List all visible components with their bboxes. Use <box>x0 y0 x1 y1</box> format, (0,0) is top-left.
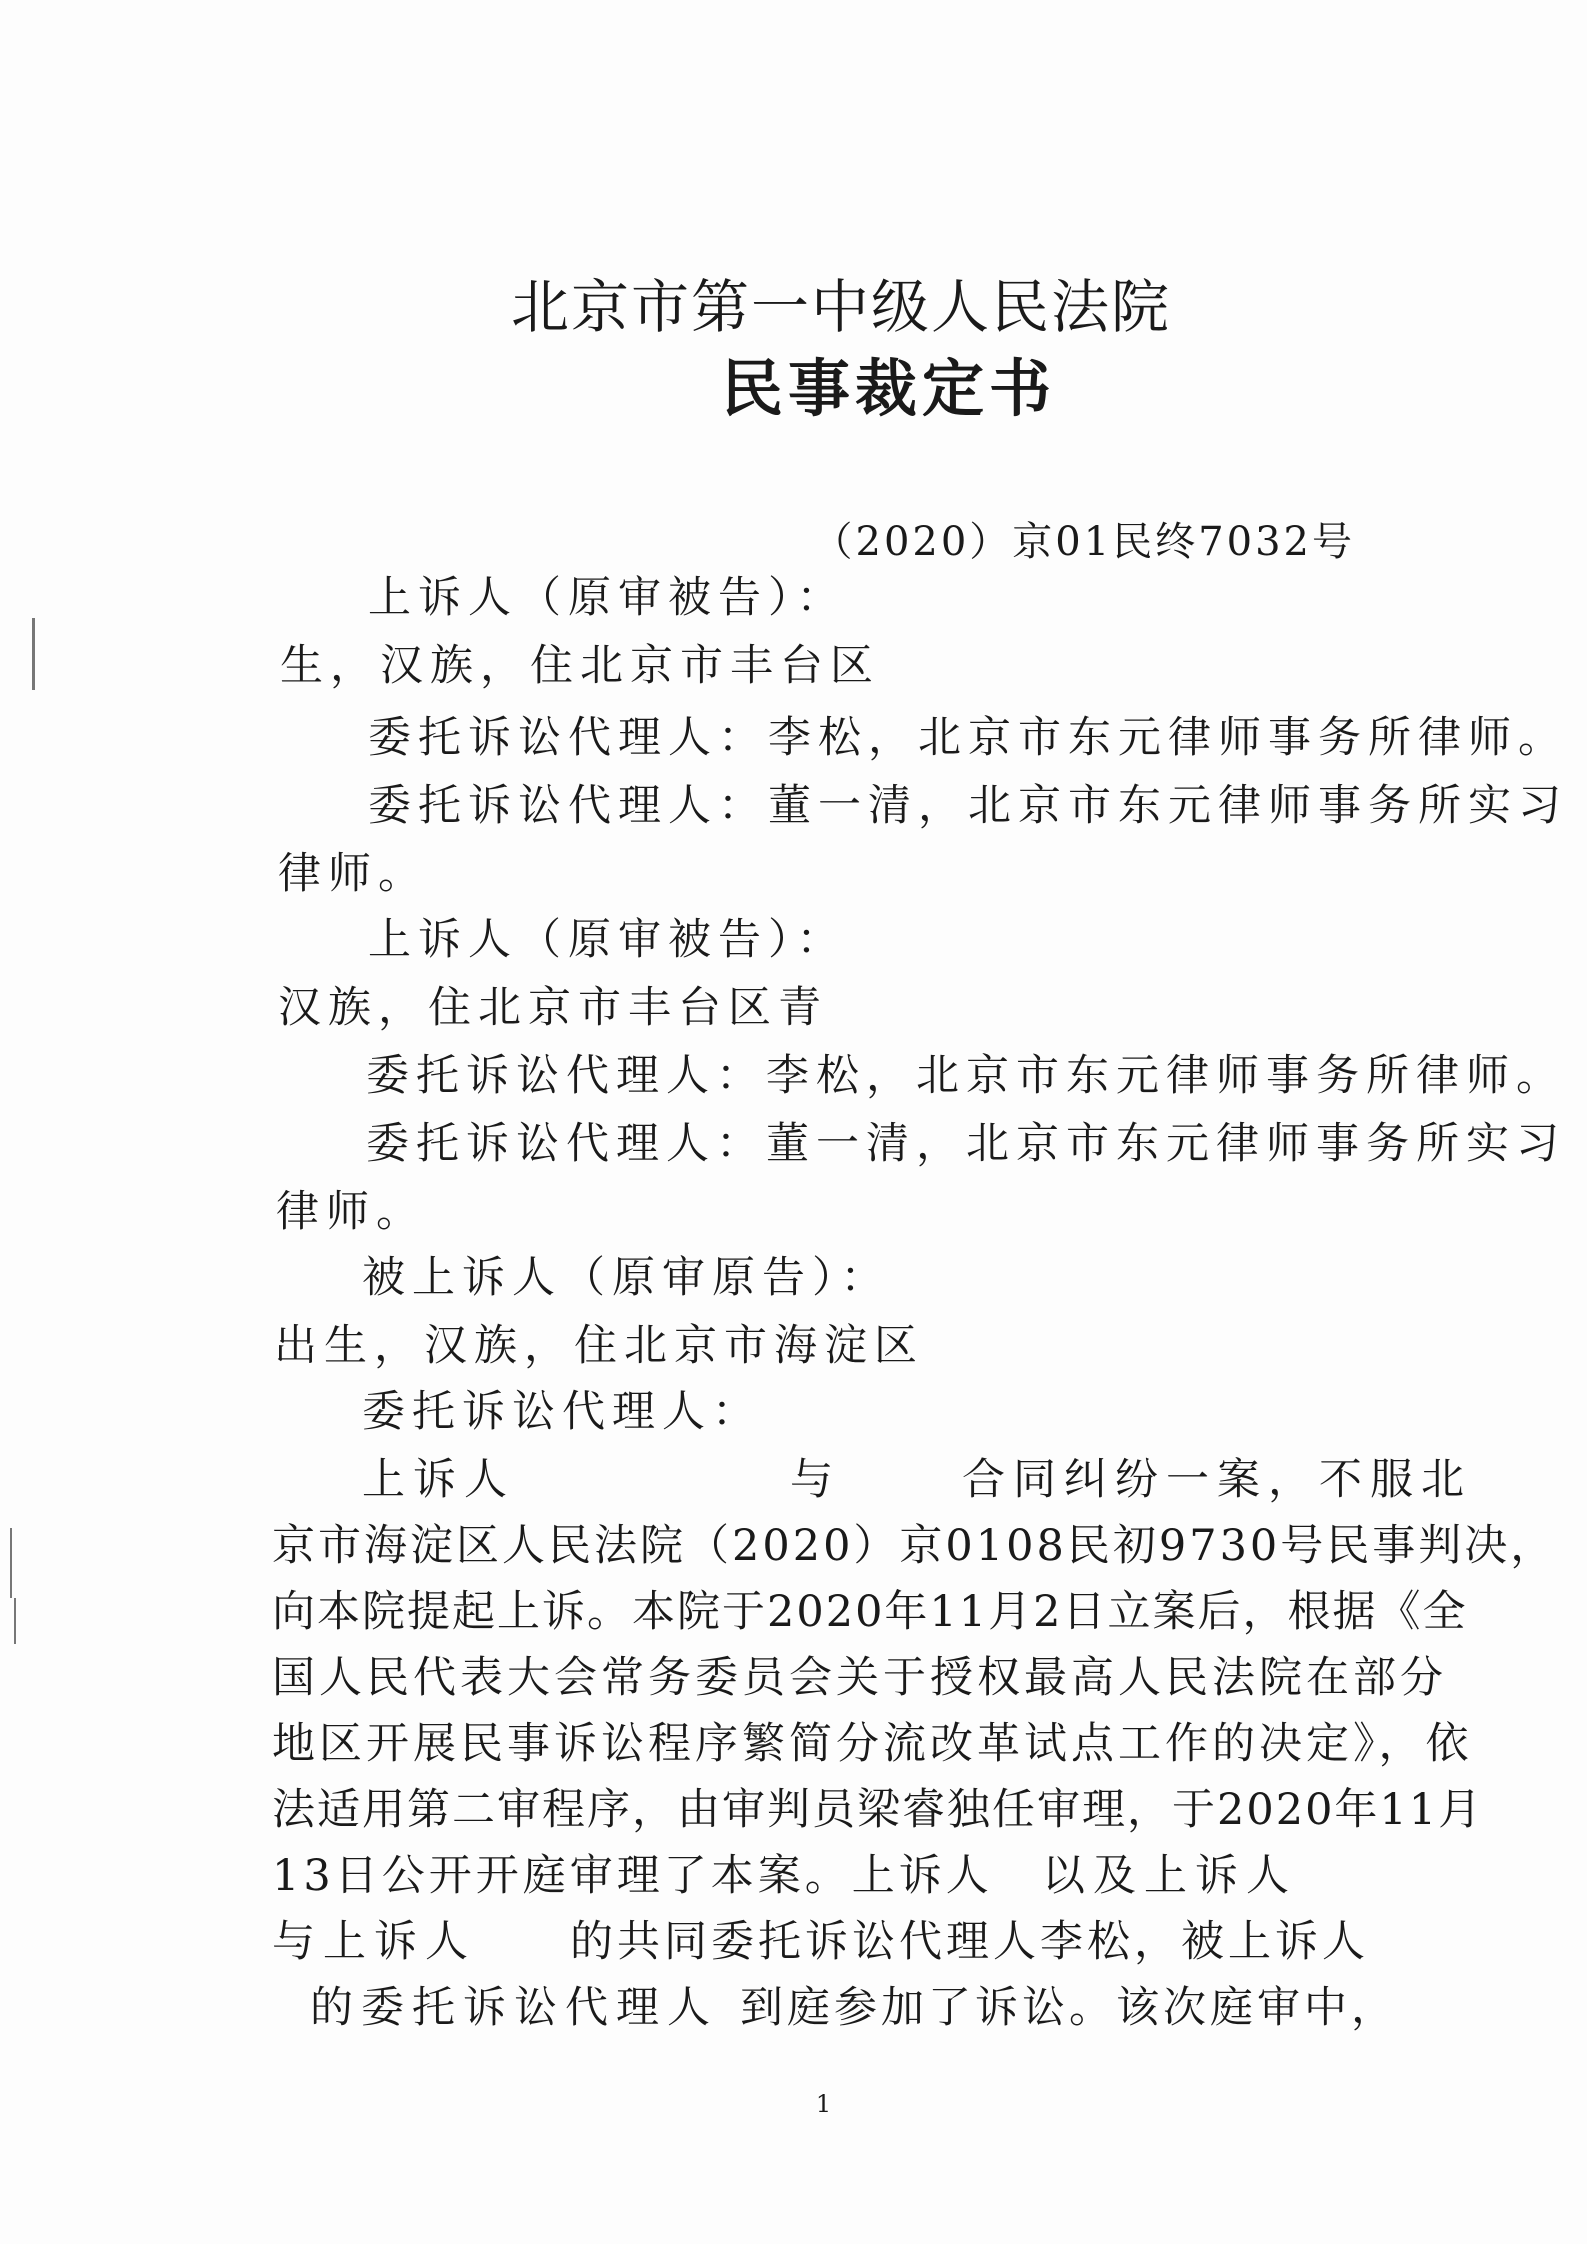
case-summary-word-and: 与 <box>790 1455 841 1505</box>
case-summary-line-7-tail: 以及上诉人 <box>1042 1851 1297 1901</box>
case-summary-line-3: 向本院提起上诉。本院于2020年11月2日立案后，根据《全 <box>272 1587 1468 1637</box>
appellant-1-agent-2-cont: 律师。 <box>278 849 428 899</box>
appellant-2-agent-2-cont: 律师。 <box>276 1187 426 1237</box>
case-summary-word-appellant: 上诉人 <box>362 1455 515 1505</box>
case-summary-line-8-head: 与上诉人 <box>272 1917 476 1967</box>
scan-edge-mark <box>10 1528 12 1598</box>
case-summary-line-1: 合同纠纷一案，不服北 <box>962 1455 1472 1505</box>
case-summary-line-6: 法适用第二审程序，由审判员梁睿独任审理，于2020年11月 <box>272 1785 1484 1835</box>
case-summary-line-7: 13日公开开庭审理了本案。上诉人 <box>272 1851 993 1901</box>
case-summary-line-4: 国人民代表大会常务委员会关于授权最高人民法院在部分 <box>272 1653 1447 1703</box>
appellant-2-heading: 上诉人（原审被告）： <box>368 915 847 965</box>
appellant-2-agent-2: 委托诉讼代理人：董一清，北京市东元律师事务所实习 <box>366 1119 1566 1169</box>
court-name: 北京市第一中级人民法院 <box>510 273 1171 341</box>
page-number: 1 <box>815 2090 832 2118</box>
case-number: （2020）京01民终7032号 <box>812 519 1355 565</box>
appellant-1-heading: 上诉人（原审被告）： <box>368 573 847 623</box>
appellant-2-agent-1: 委托诉讼代理人：李松，北京市东元律师事务所律师。 <box>366 1051 1566 1101</box>
document-title: 民事裁定书 <box>720 352 1056 425</box>
appellant-2-details: 汉族，住北京市丰台区青 <box>278 983 828 1033</box>
scan-edge-mark <box>14 1598 16 1644</box>
appellant-1-details: 生，汉族，住北京市丰台区 <box>280 641 880 691</box>
appellee-details: 出生，汉族，住北京市海淀区 <box>274 1321 924 1371</box>
appellee-agent: 委托诉讼代理人： <box>362 1387 762 1437</box>
appellee-heading: 被上诉人（原审原告）： <box>362 1253 891 1303</box>
scan-edge-mark <box>32 618 35 690</box>
case-summary-line-2: 京市海淀区人民法院（2020）京0108民初9730号民事判决， <box>272 1521 1557 1571</box>
case-summary-line-5: 地区开展民事诉讼程序繁简分流改革试点工作的决定》，依 <box>272 1719 1473 1769</box>
appellant-1-agent-2: 委托诉讼代理人：董一清，北京市东元律师事务所实习 <box>368 781 1568 831</box>
case-summary-line-9-head: 的委托诉讼代理人 <box>310 1983 718 2033</box>
case-summary-line-9: 到庭参加了诉讼。该次庭审中， <box>740 1983 1398 2033</box>
appellant-1-agent-1: 委托诉讼代理人：李松，北京市东元律师事务所律师。 <box>368 713 1568 763</box>
case-summary-line-8: 的共同委托诉讼代理人李松，被上诉人 <box>570 1917 1369 1967</box>
